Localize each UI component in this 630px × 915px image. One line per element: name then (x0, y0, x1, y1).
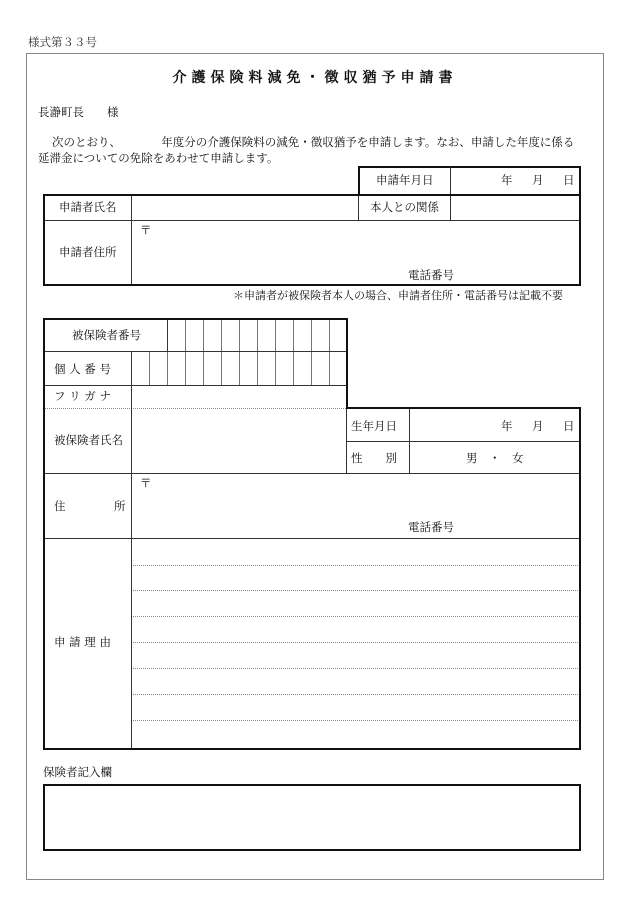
applicant-name-field[interactable] (133, 196, 357, 219)
birth-year: 年 (501, 419, 513, 433)
applicant-name-label: 申請者氏名 (59, 200, 117, 214)
form-title: 介護保険料減免・徴収猶予申請書 (172, 70, 458, 86)
insured-number-field[interactable] (168, 320, 346, 351)
intro-line-2: 延滞金についての免除をあわせて申請します。 (38, 151, 279, 165)
relation-field[interactable] (452, 196, 579, 219)
insured-address-label-1: 住 (54, 499, 66, 513)
insured-postal-mark: 〒 (140, 476, 152, 490)
furigana-field[interactable] (132, 386, 346, 407)
application-date-year: 年 (501, 173, 513, 187)
insured-phone-label: 電話番号 (408, 520, 454, 534)
applicant-address-field[interactable] (133, 222, 579, 284)
personal-number-field[interactable] (132, 352, 346, 385)
application-date-day: 日 (563, 173, 575, 187)
gender-options[interactable]: 男 ・ 女 (466, 451, 524, 465)
applicant-phone-label: 電話番号 (408, 268, 454, 282)
insurer-box[interactable] (43, 784, 581, 851)
personal-number-label: 個 人 番 号 (54, 362, 111, 376)
reason-label: 申 請 理 由 (54, 635, 111, 649)
applicant-address-label: 申請者住所 (59, 245, 117, 259)
insured-name-field[interactable] (132, 409, 346, 472)
reason-field[interactable] (132, 540, 578, 747)
addressee: 長瀞町長 様 (38, 105, 119, 119)
application-date-field[interactable] (452, 168, 580, 194)
applicant-postal-mark: 〒 (140, 223, 152, 237)
intro-line-1: 次のとおり、 年度分の介護保険料の減免・徴収猶予を申請します。なお、申請した年度に係る (52, 135, 575, 149)
birth-month: 月 (532, 419, 544, 433)
insured-address-label-2: 所 (114, 499, 126, 513)
insured-address-field[interactable] (132, 474, 578, 537)
birth-day: 日 (563, 419, 575, 433)
furigana-label: フ リ ガ ナ (54, 389, 111, 403)
relation-label: 本人との関係 (370, 200, 439, 214)
insured-number-label: 被保険者番号 (72, 328, 141, 342)
birthdate-label: 生年月日 (351, 419, 397, 433)
insured-name-label: 被保険者氏名 (54, 433, 123, 447)
birthdate-field[interactable] (410, 409, 579, 441)
insurer-section-label: 保険者記入欄 (43, 765, 112, 779)
form-number: 様式第３３号 (28, 35, 97, 49)
applicant-note: ＊申請者が被保険者本人の場合、申請者住所・電話番号は記載不要 (233, 289, 563, 302)
application-date-label: 申請年月日 (376, 173, 434, 187)
gender-label: 性 別 (351, 451, 397, 465)
application-date-month: 月 (532, 173, 544, 187)
